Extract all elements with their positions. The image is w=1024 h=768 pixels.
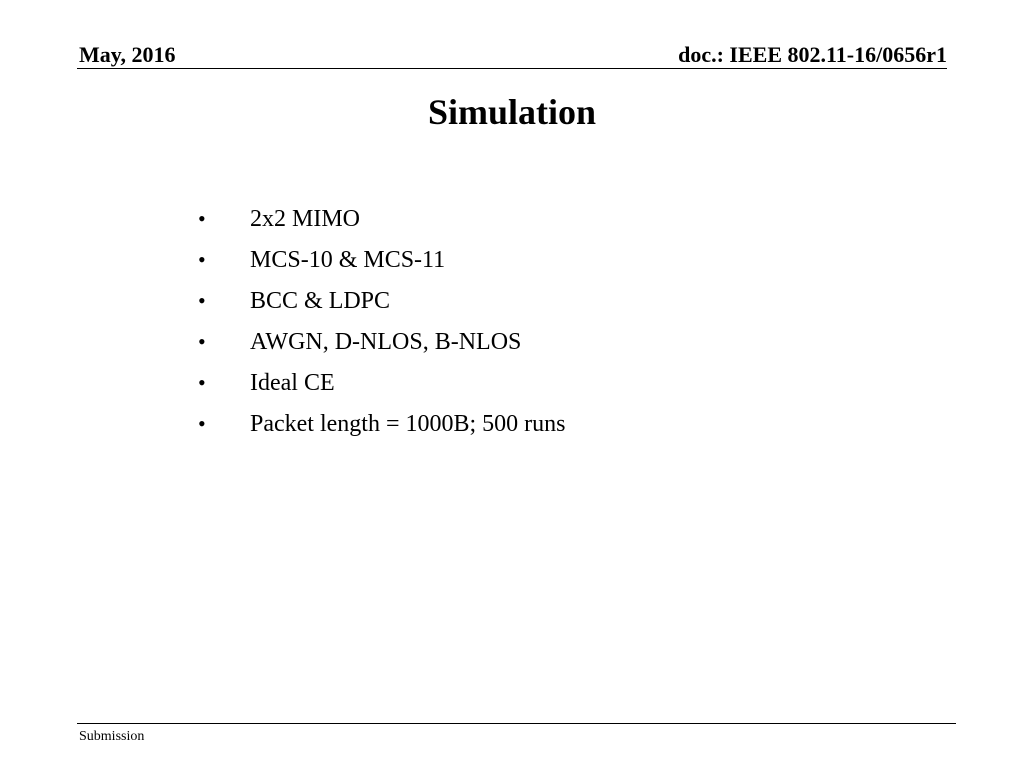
footer-divider	[77, 723, 956, 724]
bullet-icon: •	[198, 206, 206, 231]
bullet-list	[198, 204, 566, 450]
bullet-text: 2x2 MIMO	[250, 206, 361, 232]
slide-title: Simulation	[427, 92, 597, 132]
bullet-text: Packet length = 1000B; 500 runs	[250, 411, 566, 437]
bullet-item	[198, 368, 566, 409]
bullet-item	[198, 245, 566, 286]
bullet-text: Ideal CE	[250, 370, 335, 396]
bullet-text: BCC & LDPC	[250, 288, 391, 314]
bullet-icon: •	[198, 329, 206, 354]
bullet-item	[198, 409, 566, 450]
bullet-item	[198, 286, 566, 327]
bullet-icon: •	[198, 288, 206, 313]
bullet-icon: •	[198, 411, 206, 436]
bullet-icon: •	[198, 247, 206, 272]
header-document-id: doc.: IEEE 802.11-16/0656r1	[678, 42, 947, 67]
header-date: May, 2016	[79, 42, 176, 67]
bullet-icon: •	[198, 370, 206, 395]
bullet-text: AWGN, D-NLOS, B-NLOS	[250, 329, 522, 355]
bullet-item	[198, 327, 566, 368]
bullet-item	[198, 204, 566, 245]
bullet-text: MCS-10 & MCS-11	[250, 247, 446, 273]
header-divider	[77, 68, 947, 69]
footer-label: Submission	[79, 729, 145, 744]
